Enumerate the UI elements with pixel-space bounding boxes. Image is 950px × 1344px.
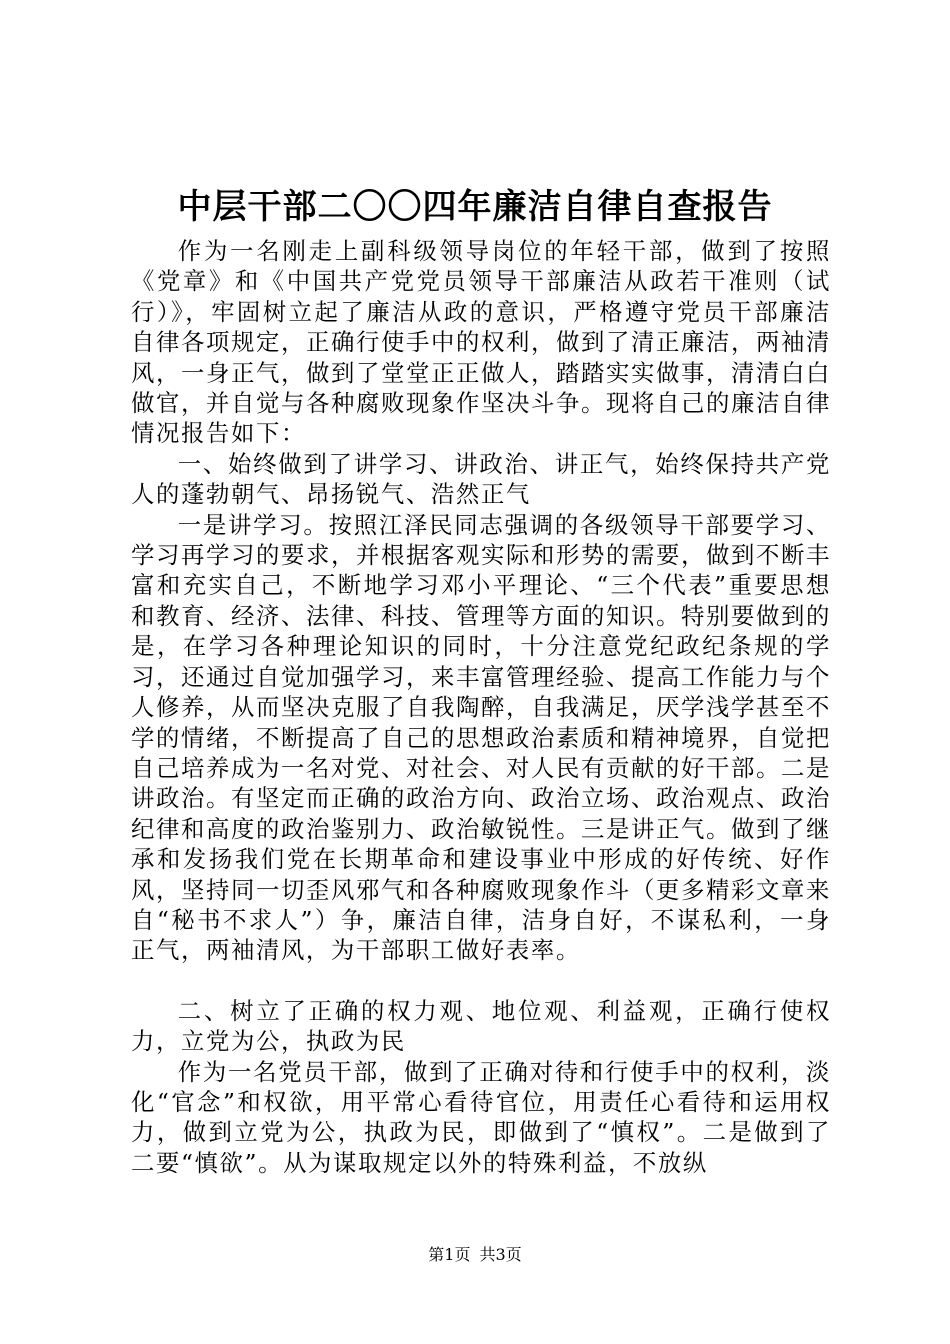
paragraph-section-1: 一是讲学习。按照江泽民同志强调的各级领导干部要学习、学习再学习的要求，并根据客观实际和形势的需要，做到不断丰富和充实自己，不断地学习邓小平理论、“三个代表”重要思想和教育、经济、法律、科技、管理等方面的知识。特别要做到的是，在学习各种理论知识的同时，十分注意党纪政纪条规的学习，还通过自觉加强学习，来丰富管理经验、提高工作能力与个人修养，从而坚决克服了自我陶醉，自我满足，厌学浅学甚至不学的情绪，不断提高了自己的思想政治素质和精神境界，自觉把自己培养成为一名对党、对社会、对人民有贡献的好干部。二是讲政治。有坚定而正确的政治方向、政治立场、政治观点、政治纪律和高度的政治鉴别力、政治敏锐性。三是讲正气。做到了继承和发扬我们党在长期革命和建设事业中形成的好传统、好作风，坚持同一切歪风邪气和各种腐败现象作斗（更多精彩文章来自“秘书不求人”）争，廉洁自律，洁身自好，不谋私利，一身正气，两袖清风，为干部职工做好表率。 xyxy=(131,510,831,965)
page-number: 第1页 xyxy=(428,1245,471,1264)
paragraph-heading-2: 二、树立了正确的权力观、地位观、利益观，正确行使权力，立党为公，执政为民 xyxy=(131,996,831,1056)
paragraph-heading-1: 一、始终做到了讲学习、讲政治、讲正气，始终保持共产党人的蓬勃朝气、昂扬锐气、浩然正气 xyxy=(131,449,831,509)
document-body xyxy=(131,236,831,1178)
page-total: 共3页 xyxy=(479,1245,522,1264)
document-title: 中层干部二〇〇四年廉洁自律自查报告 xyxy=(177,187,773,227)
paragraph-section-2: 作为一名党员干部，做到了正确对待和行使手中的权利，淡化“官念”和权欲，用平常心看待官位，用责任心看待和运用权力，做到立党为公，执政为民，即做到了“慎权”。二是做到了二要“慎欲”。从为谋取规定以外的特殊利益，不放纵 xyxy=(131,1057,831,1177)
paragraph-intro: 作为一名刚走上副科级领导岗位的年轻干部，做到了按照《党章》和《中国共产党党员领导干部廉洁从政若干准则（试行）》，牢固树立起了廉洁从政的意识，严格遵守党员干部廉洁自律各项规定，正确行使手中的权利，做到了清正廉洁，两袖清风，一身正气，做到了堂堂正正做人，踏踏实实做事，清清白白做官，并自觉与各种腐败现象作坚决斗争。现将自己的廉洁自律情况报告如下： xyxy=(131,237,831,448)
page-footer xyxy=(0,1244,950,1266)
